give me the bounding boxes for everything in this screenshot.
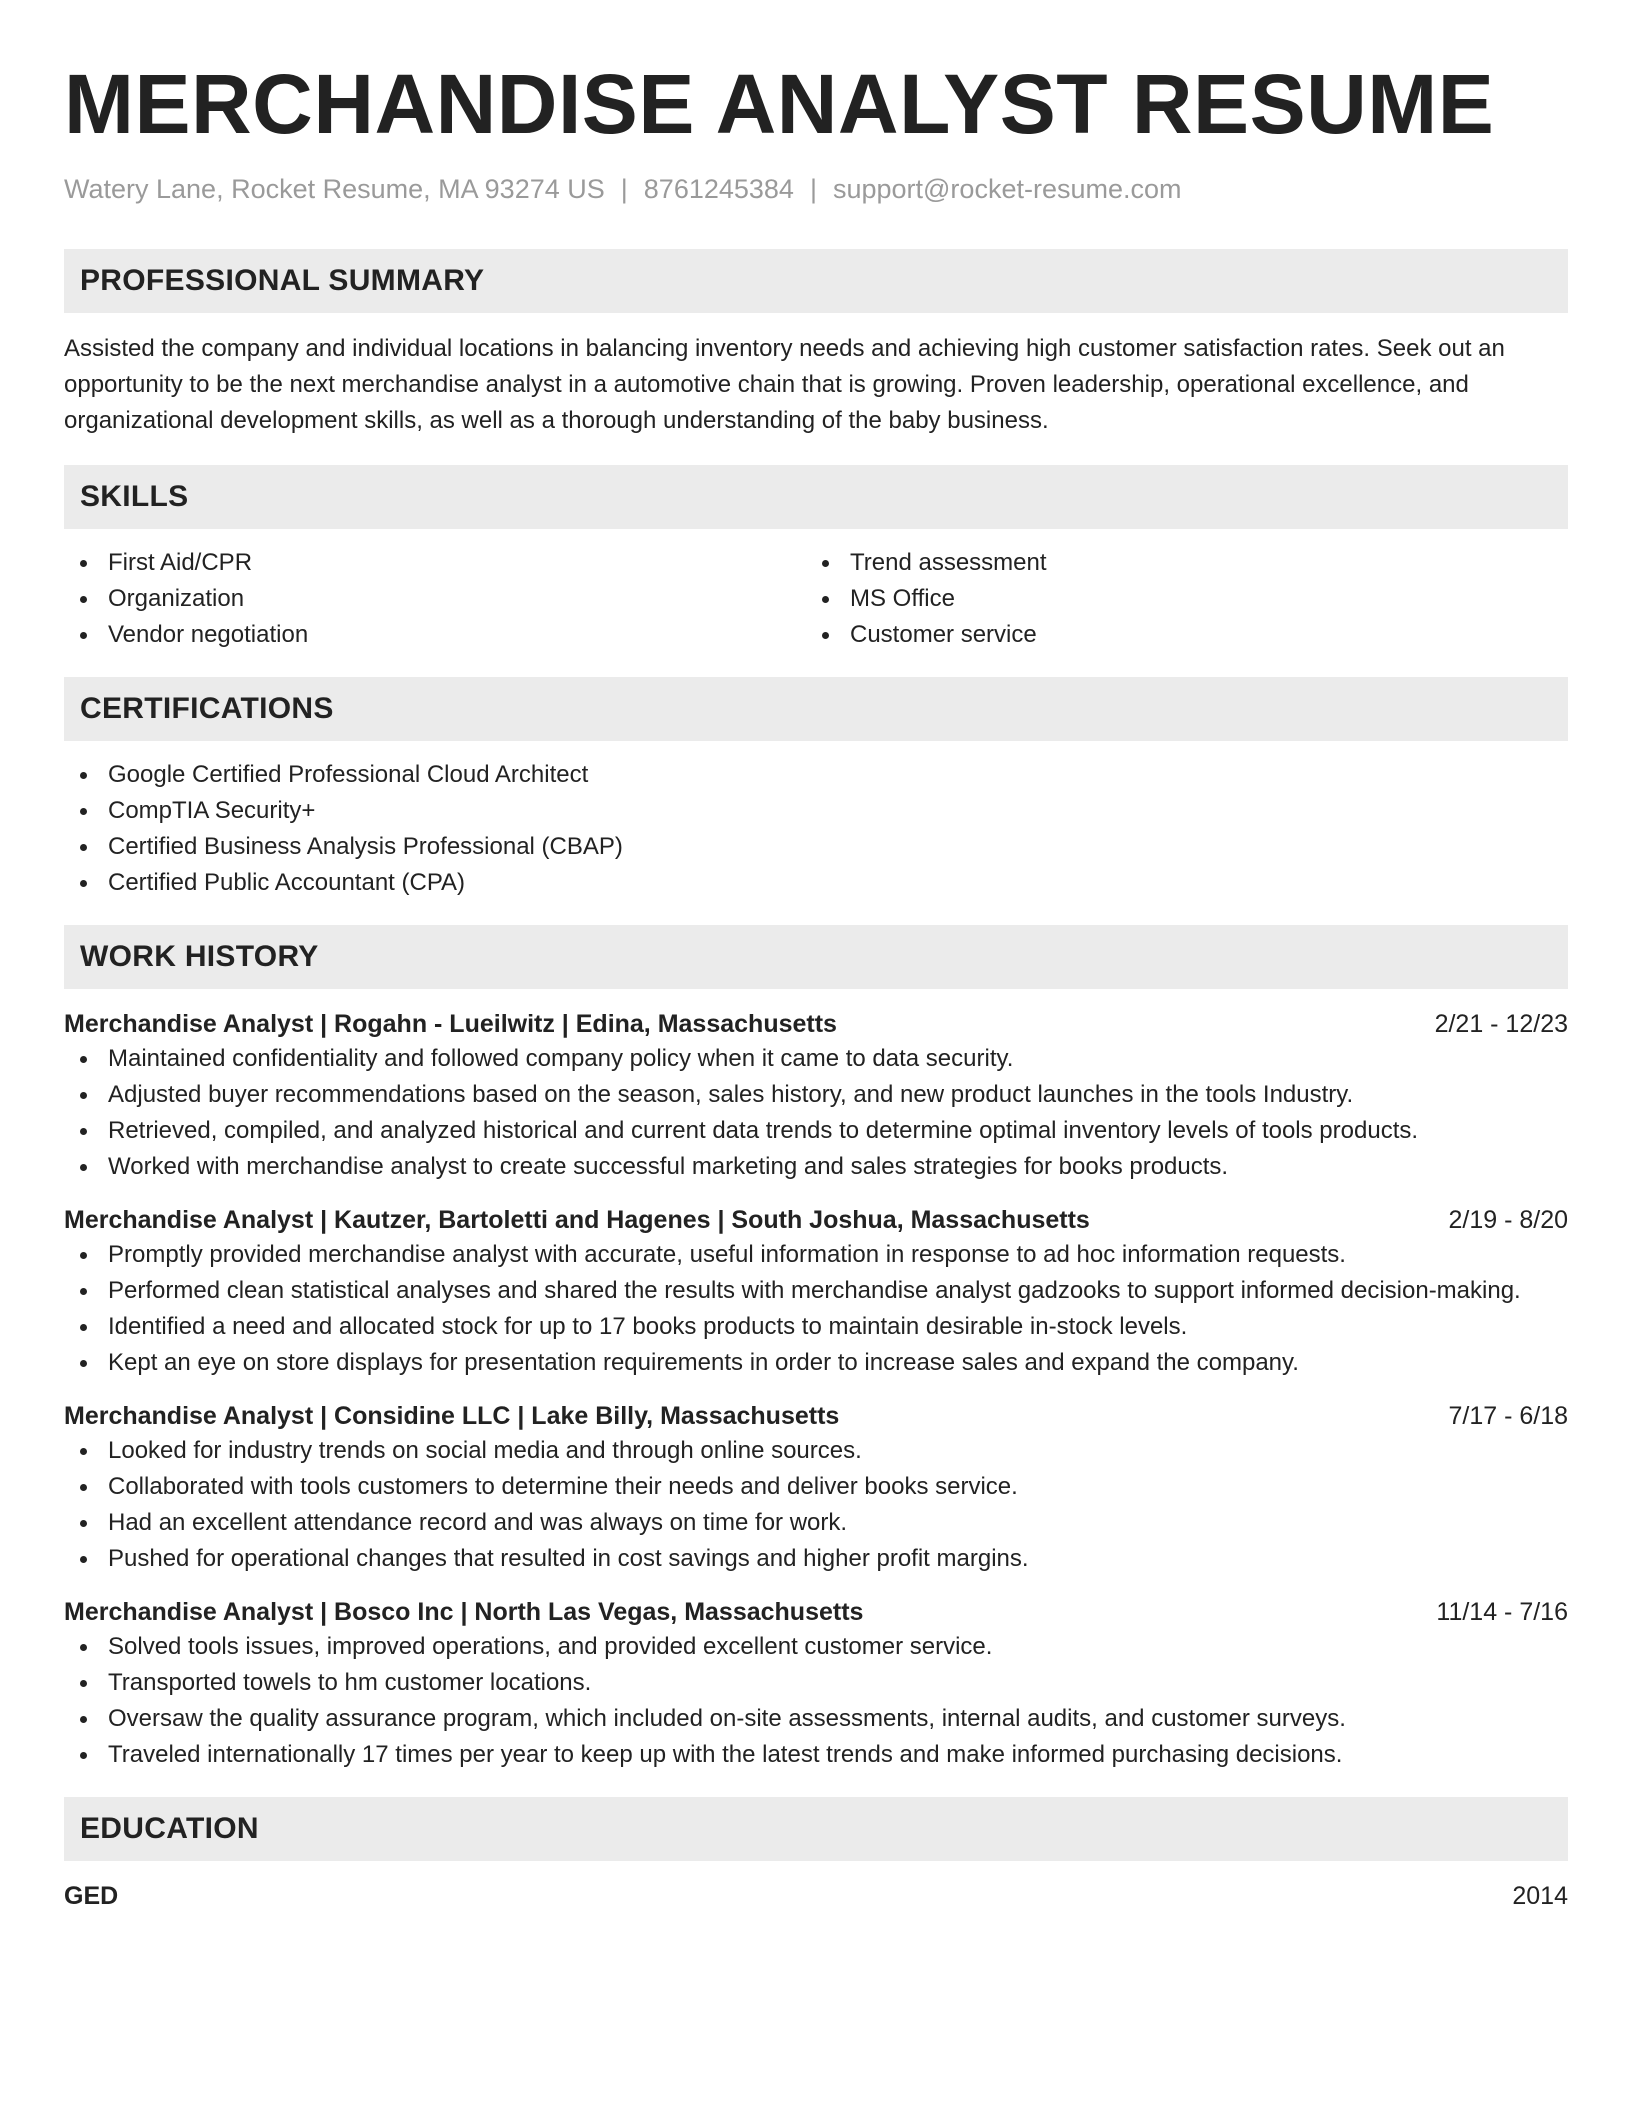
job-bullet: Maintained confidentiality and followed company policy when it came to data security. [64, 1041, 1568, 1077]
skill-item: First Aid/CPR [64, 545, 806, 581]
job-bullet: Collaborated with tools customers to determine their needs and deliver books service. [64, 1469, 1568, 1505]
job-entry [64, 1007, 1568, 1185]
job-header [64, 1595, 1568, 1629]
job-bullet: Retrieved, compiled, and analyzed historical and current data trends to determine optimal inventory levels of tools products. [64, 1113, 1568, 1149]
skill-item: Trend assessment [806, 545, 1548, 581]
job-title: Merchandise Analyst | Bosco Inc | North Las Vegas, Massachusetts [64, 1598, 864, 1626]
skill-item: Customer service [806, 617, 1548, 653]
education-year: 2014 [1512, 1882, 1568, 1910]
resume-title: MERCHANDISE ANALYST RESUME [64, 57, 1495, 151]
job-bullet: Identified a need and allocated stock for up to 17 books products to maintain desirable in-stock levels. [64, 1309, 1568, 1345]
skill-item: Organization [64, 581, 806, 617]
contact-separator: | [620, 174, 628, 204]
contact-phone: 8761245384 [643, 174, 794, 204]
job-bullet: Kept an eye on store displays for presentation requirements in order to increase sales and expand the company. [64, 1345, 1568, 1381]
job-bullet: Had an excellent attendance record and was always on time for work. [64, 1505, 1568, 1541]
job-entry [64, 1399, 1568, 1577]
contact-line [64, 172, 1568, 206]
job-bullet: Worked with merchandise analyst to create successful marketing and sales strategies for books products. [64, 1149, 1568, 1185]
job-title: Merchandise Analyst | Kautzer, Bartoletti and Hagenes | South Joshua, Massachusetts [64, 1206, 1090, 1234]
contact-email: support@rocket-resume.com [832, 174, 1182, 204]
education-entry [64, 1879, 1568, 1913]
contact-separator: | [809, 174, 817, 204]
job-header [64, 1203, 1568, 1237]
certifications-list [64, 757, 1568, 901]
summary-text: Assisted the company and individual locations in balancing inventory needs and achieving high customer satisfaction rates. Seek out an opportunity to be the next merchandise analyst in a automotive chain that is growing. Proven leadership, operational excellence, and organizational development skills, as well as a thorough understanding of the baby business. [64, 335, 1505, 434]
certification-item: Certified Public Accountant (CPA) [64, 865, 1568, 901]
resume-page [64, 0, 1568, 1913]
job-bullet: Pushed for operational changes that resulted in cost savings and higher profit margins. [64, 1541, 1568, 1577]
job-bullet: Performed clean statistical analyses and shared the results with merchandise analyst gadzooks to support informed decision-making. [64, 1273, 1568, 1309]
skills-list [64, 545, 1568, 653]
job-bullets [64, 1433, 1568, 1577]
certification-item: Certified Business Analysis Professional (CBAP) [64, 829, 1568, 865]
job-bullet: Solved tools issues, improved operations, and provided excellent customer service. [64, 1629, 1568, 1665]
job-title: Merchandise Analyst | Considine LLC | Lake Billy, Massachusetts [64, 1402, 840, 1430]
certification-item: Google Certified Professional Cloud Architect [64, 757, 1568, 793]
education-degree: GED [64, 1882, 119, 1910]
job-bullet: Adjusted buyer recommendations based on the season, sales history, and new product launches in the tools Industry. [64, 1077, 1568, 1113]
contact-address: Watery Lane, Rocket Resume, MA 93274 US [64, 174, 605, 204]
job-header [64, 1007, 1568, 1041]
job-bullets [64, 1629, 1568, 1773]
summary-heading: PROFESSIONAL SUMMARY [64, 249, 1568, 313]
job-dates: 2/19 - 8/20 [1448, 1206, 1568, 1234]
job-bullet: Oversaw the quality assurance program, which included on-site assessments, internal audits, and customer surveys. [64, 1701, 1568, 1737]
skills-column-right [806, 545, 1548, 653]
skills-column-left [64, 545, 806, 653]
education-heading: EDUCATION [64, 1797, 1568, 1861]
job-bullets [64, 1237, 1568, 1381]
skills-heading: SKILLS [64, 465, 1568, 529]
job-dates: 2/21 - 12/23 [1434, 1010, 1568, 1038]
skill-item: Vendor negotiation [64, 617, 806, 653]
job-title: Merchandise Analyst | Rogahn - Lueilwitz | Edina, Massachusetts [64, 1010, 837, 1038]
certifications-heading: CERTIFICATIONS [64, 677, 1568, 741]
job-dates: 7/17 - 6/18 [1448, 1402, 1568, 1430]
job-bullet: Traveled internationally 17 times per year to keep up with the latest trends and make informed purchasing decisions. [64, 1737, 1568, 1773]
job-bullet: Transported towels to hm customer locations. [64, 1665, 1568, 1701]
job-bullet: Promptly provided merchandise analyst with accurate, useful information in response to ad hoc information requests. [64, 1237, 1568, 1273]
job-bullets [64, 1041, 1568, 1185]
job-header [64, 1399, 1568, 1433]
job-dates: 11/14 - 7/16 [1436, 1598, 1568, 1626]
job-entry [64, 1203, 1568, 1381]
skill-item: MS Office [806, 581, 1548, 617]
job-entry [64, 1595, 1568, 1773]
work-history-heading: WORK HISTORY [64, 925, 1568, 989]
certification-item: CompTIA Security+ [64, 793, 1568, 829]
job-bullet: Looked for industry trends on social media and through online sources. [64, 1433, 1568, 1469]
